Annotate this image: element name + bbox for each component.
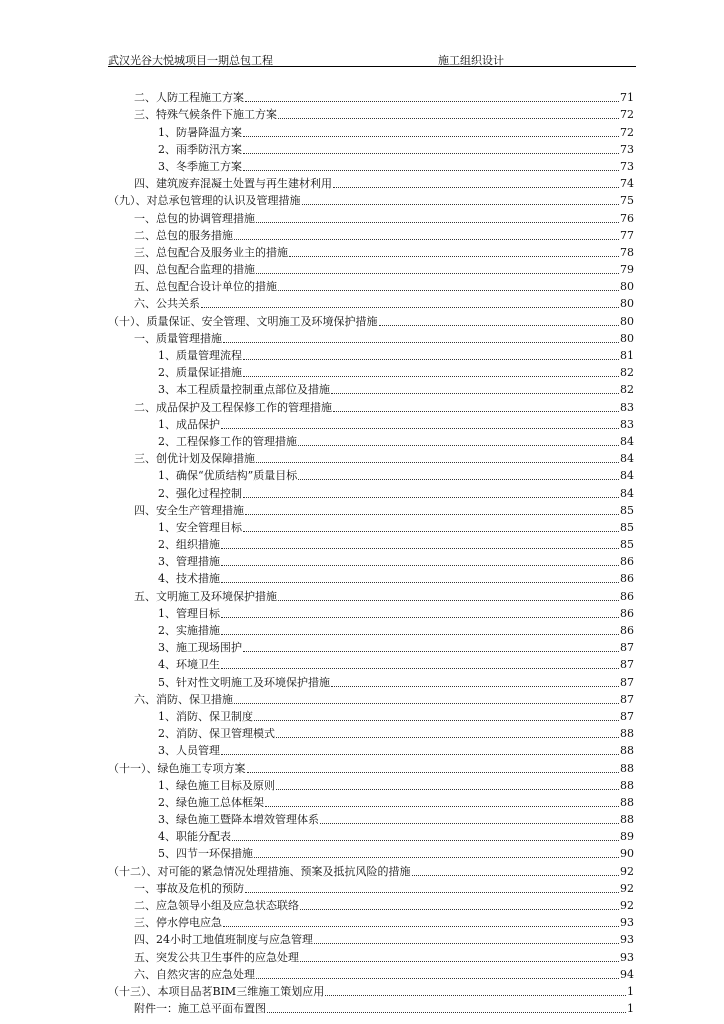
toc-entry[interactable] — [108, 277, 634, 294]
toc-entry-page: 86 — [620, 624, 634, 637]
toc-entry-title: 3、管理措施 — [158, 555, 220, 569]
toc-entry-title: 二、人防工程施工方案 — [134, 91, 244, 105]
toc-entry-page: 80 — [620, 297, 634, 311]
toc-entry-title: 1、绿色施工目标及原则 — [158, 778, 275, 792]
toc-entry[interactable] — [108, 569, 634, 586]
toc-dot-leader — [221, 753, 619, 755]
toc-dot-leader — [232, 839, 619, 841]
toc-entry[interactable] — [108, 105, 634, 122]
toc-entry[interactable] — [108, 913, 634, 930]
toc-entry-page: 73 — [620, 159, 634, 173]
toc-entry-title: 4、职能分配表 — [158, 830, 231, 844]
toc-entry-page: 86 — [620, 606, 634, 620]
toc-dot-leader — [247, 771, 620, 773]
project-name: 武汉光谷大悦城项目一期总包工程 — [108, 54, 273, 67]
toc-dot-leader — [234, 702, 619, 704]
toc-entry-page: 86 — [620, 555, 634, 569]
toc-entry-title: （十）、质量保证、安全管理、文明施工及环境保护措施 — [108, 314, 378, 328]
toc-dot-leader — [254, 719, 619, 721]
toc-entry-page: 93 — [620, 916, 634, 930]
toc-dot-leader — [265, 805, 619, 807]
toc-entry-title: 2、质量保证措施 — [158, 366, 242, 380]
toc-entry[interactable] — [108, 415, 634, 432]
toc-dot-leader — [331, 392, 619, 394]
toc-entry-page: 71 — [620, 91, 634, 105]
toc-dot-leader — [243, 358, 619, 360]
toc-entry-title: （十三）、本项目品茗BIM三维施工策划应用 — [108, 984, 325, 998]
toc-entry[interactable] — [108, 346, 634, 363]
toc-entry-page: 94 — [620, 967, 634, 981]
toc-entry[interactable] — [108, 741, 634, 758]
toc-dot-leader — [300, 960, 619, 962]
toc-dot-leader — [243, 375, 619, 377]
toc-entry-title: 三、停水停电应急 — [134, 916, 222, 930]
toc-dot-leader — [289, 255, 619, 257]
toc-dot-leader — [243, 169, 619, 171]
toc-dot-leader — [256, 221, 619, 223]
toc-entry-page: 77 — [620, 228, 634, 242]
toc-entry-title: 4、技术措施 — [158, 572, 220, 586]
toc-entry-title: 3、人员管理 — [158, 744, 220, 758]
toc-entry[interactable] — [108, 827, 634, 844]
toc-entry-page: 1 — [627, 984, 634, 998]
toc-entry[interactable] — [108, 483, 634, 500]
toc-entry-title: 二、总包的服务措施 — [134, 228, 233, 242]
toc-entry[interactable] — [108, 363, 634, 380]
toc-entry-title: 四、安全生产管理措施 — [134, 503, 244, 517]
toc-entry[interactable] — [108, 329, 634, 346]
toc-entry[interactable] — [108, 604, 634, 621]
toc-entry[interactable] — [108, 690, 634, 707]
toc-dot-leader — [331, 685, 619, 687]
toc-entry-page: 84 — [620, 469, 634, 483]
toc-dot-leader — [300, 908, 619, 910]
toc-entry-title: 2、雨季防汛方案 — [158, 142, 242, 156]
toc-entry-page: 85 — [620, 538, 634, 552]
toc-entry[interactable] — [108, 879, 634, 896]
toc-entry[interactable] — [108, 638, 634, 655]
toc-entry-page: 92 — [620, 881, 634, 895]
toc-entry-title: 二、成品保护及工程保修工作的管理措施 — [134, 400, 332, 414]
toc-dot-leader — [254, 856, 619, 858]
toc-entry-title: 1、管理目标 — [158, 606, 220, 620]
toc-entry-title: 五、文明施工及环境保护措施 — [134, 589, 277, 603]
toc-entry-page: 88 — [620, 727, 634, 741]
toc-entry[interactable] — [108, 174, 634, 191]
toc-entry[interactable] — [108, 260, 634, 277]
toc-entry[interactable] — [108, 586, 634, 603]
toc-entry[interactable] — [108, 311, 634, 328]
toc-dot-leader — [221, 427, 619, 429]
toc-entry-title: 二、应急领导小组及应急状态联络 — [134, 899, 299, 912]
toc-entry-page: 82 — [620, 383, 634, 397]
toc-entry-page: 83 — [620, 400, 634, 414]
toc-dot-leader — [314, 942, 619, 944]
toc-dot-leader — [243, 152, 619, 154]
toc-entry-page: 84 — [620, 452, 634, 466]
toc-dot-leader — [221, 667, 619, 669]
toc-entry-title: 2、消防、保卫管理模式 — [158, 727, 275, 741]
toc-dot-leader — [276, 788, 619, 790]
toc-entry-title: 附件一：施工总平面布置图 — [134, 1002, 266, 1016]
toc-entry[interactable] — [108, 535, 634, 552]
toc-entry-page: 81 — [620, 349, 634, 362]
toc-dot-leader — [278, 599, 619, 601]
toc-entry[interactable] — [108, 552, 634, 569]
toc-dot-leader — [221, 633, 619, 635]
toc-entry-page: 92 — [620, 864, 634, 878]
toc-dot-leader — [243, 496, 619, 498]
toc-entry[interactable] — [108, 157, 634, 174]
toc-entry[interactable] — [108, 776, 634, 793]
toc-entry[interactable] — [108, 965, 634, 982]
toc-entry[interactable] — [108, 844, 634, 861]
toc-entry-title: 四、总包配合监理的措施 — [134, 263, 255, 277]
toc-entry-title: 2、组织措施 — [158, 538, 220, 552]
toc-dot-leader — [221, 581, 619, 583]
toc-entry-title: （十二）、对可能的紧急情况处理措施、预案及抵抗风险的措施 — [108, 864, 411, 878]
toc-dot-leader — [333, 410, 619, 412]
toc-dot-leader — [302, 203, 620, 205]
toc-entry-title: 四、建筑废弃混凝土处置与再生建材利用 — [134, 177, 332, 191]
toc-dot-leader — [298, 478, 619, 480]
toc-entry-title: 5、四节一环保措施 — [158, 847, 253, 861]
toc-dot-leader — [412, 874, 620, 876]
toc-entry[interactable] — [108, 122, 634, 139]
toc-entry[interactable] — [108, 982, 634, 999]
toc-entry-page: 75 — [620, 194, 634, 208]
toc-entry[interactable] — [108, 930, 634, 947]
table-of-contents — [108, 88, 634, 1016]
toc-entry-page: 84 — [620, 434, 634, 448]
toc-entry-page: 72 — [620, 108, 634, 122]
toc-entry-title: （九）、对总承包管理的认识及管理措施 — [108, 194, 301, 208]
toc-entry-title: 1、确保“优质结构”质量目标 — [158, 469, 298, 483]
toc-entry[interactable] — [108, 432, 634, 449]
toc-entry-title: 2、工程保修工作的管理措施 — [158, 434, 297, 448]
toc-dot-leader — [201, 306, 619, 308]
toc-entry[interactable] — [108, 208, 634, 225]
toc-entry[interactable] — [108, 226, 634, 243]
toc-entry-page: 92 — [620, 899, 634, 912]
toc-entry-title: 4、环境卫生 — [158, 658, 220, 672]
toc-entry-page: 85 — [620, 520, 634, 534]
toc-dot-leader — [325, 994, 626, 996]
toc-entry[interactable] — [108, 724, 634, 741]
toc-entry-title: 3、施工现场围护 — [158, 641, 242, 655]
toc-entry-page: 86 — [620, 572, 634, 586]
toc-entry[interactable] — [108, 672, 634, 689]
toc-entry[interactable] — [108, 810, 634, 827]
toc-dot-leader — [245, 513, 619, 515]
toc-entry-page: 79 — [620, 263, 634, 277]
toc-entry-title: 1、成品保护 — [158, 417, 220, 431]
toc-dot-leader — [256, 461, 619, 463]
toc-entry-title: 3、冬季施工方案 — [158, 159, 242, 173]
toc-entry[interactable] — [108, 793, 634, 810]
toc-entry-page: 80 — [620, 331, 634, 345]
toc-dot-leader — [221, 564, 619, 566]
toc-entry-title: 五、总包配合设计单位的措施 — [134, 280, 277, 294]
toc-entry-page: 80 — [620, 314, 634, 328]
toc-entry[interactable] — [108, 861, 634, 878]
toc-entry-title: 三、总包配合及服务业主的措施 — [134, 245, 288, 259]
header-rule — [108, 66, 636, 67]
toc-dot-leader — [379, 324, 620, 326]
toc-dot-leader — [221, 616, 619, 618]
toc-entry-title: 1、质量管理流程 — [158, 349, 242, 362]
toc-dot-leader — [223, 925, 619, 927]
toc-entry-page: 93 — [620, 933, 634, 947]
toc-entry-page: 90 — [620, 847, 634, 861]
toc-entry-page: 88 — [620, 795, 634, 809]
toc-dot-leader — [243, 650, 619, 652]
toc-entry-page: 78 — [620, 245, 634, 259]
toc-entry-page: 88 — [620, 813, 634, 827]
toc-entry-page: 72 — [620, 125, 634, 139]
toc-dot-leader — [221, 547, 619, 549]
toc-entry[interactable] — [108, 621, 634, 638]
toc-entry-title: 六、公共关系 — [134, 297, 200, 311]
toc-dot-leader — [234, 238, 619, 240]
toc-dot-leader — [278, 117, 619, 119]
toc-entry-title: 六、自然灾害的应急处理 — [134, 967, 255, 981]
toc-entry-page: 87 — [620, 641, 634, 655]
toc-entry-title: 2、强化过程控制 — [158, 486, 242, 500]
toc-dot-leader — [298, 444, 619, 446]
toc-dot-leader — [245, 100, 619, 102]
toc-entry-page: 84 — [620, 486, 634, 500]
toc-entry-title: 一、质量管理措施 — [134, 331, 222, 345]
toc-entry[interactable] — [108, 294, 634, 311]
toc-entry-title: 六、消防、保卫措施 — [134, 692, 233, 706]
toc-dot-leader — [267, 1011, 626, 1013]
toc-entry[interactable] — [108, 758, 634, 775]
toc-entry[interactable] — [108, 947, 634, 964]
toc-entry-title: 3、绿色施工暨降本增效管理体系 — [158, 813, 319, 827]
toc-entry-page: 93 — [620, 950, 634, 964]
toc-entry-page: 73 — [620, 142, 634, 156]
toc-entry-page: 87 — [620, 658, 634, 672]
toc-dot-leader — [256, 272, 619, 274]
toc-entry[interactable] — [108, 518, 634, 535]
toc-dot-leader — [320, 822, 619, 824]
toc-entry-page: 82 — [620, 366, 634, 380]
toc-entry-title: 2、绿色施工总体框架 — [158, 795, 264, 809]
toc-dot-leader — [256, 977, 619, 979]
toc-entry-page: 86 — [620, 589, 634, 603]
toc-entry-page: 87 — [620, 675, 634, 689]
toc-entry-title: 1、消防、保卫制度 — [158, 709, 253, 723]
toc-entry-page: 88 — [620, 761, 634, 775]
document-title: 施工组织设计 — [438, 54, 504, 67]
toc-entry-title: 一、事故及危机的预防 — [134, 881, 244, 895]
toc-entry[interactable] — [108, 999, 634, 1016]
toc-entry-title: 2、实施措施 — [158, 624, 220, 637]
toc-entry-page: 85 — [620, 503, 634, 517]
toc-entry[interactable] — [108, 397, 634, 414]
toc-entry[interactable] — [108, 380, 634, 397]
toc-entry-title: 三、创优计划及保障措施 — [134, 452, 255, 466]
toc-entry-page: 87 — [620, 709, 634, 723]
toc-entry-title: 一、总包的协调管理措施 — [134, 211, 255, 225]
toc-entry-page: 74 — [620, 177, 634, 191]
toc-dot-leader — [245, 891, 619, 893]
toc-entry[interactable] — [108, 191, 634, 208]
toc-entry[interactable] — [108, 88, 634, 105]
toc-entry-title: 1、安全管理目标 — [158, 520, 242, 534]
toc-dot-leader — [333, 186, 619, 188]
toc-entry[interactable] — [108, 140, 634, 157]
toc-entry[interactable] — [108, 466, 634, 483]
toc-entry-page: 80 — [620, 280, 634, 294]
toc-dot-leader — [278, 289, 619, 291]
toc-entry-page: 76 — [620, 211, 634, 225]
toc-entry-page: 83 — [620, 417, 634, 431]
toc-entry-page: 87 — [620, 692, 634, 706]
toc-dot-leader — [243, 530, 619, 532]
toc-entry-title: （十一）、绿色施工专项方案 — [108, 761, 246, 775]
toc-entry[interactable] — [108, 655, 634, 672]
toc-dot-leader — [243, 135, 619, 137]
toc-entry-title: 5、针对性文明施工及环境保护措施 — [158, 675, 330, 689]
toc-entry-title: 三、特殊气候条件下施工方案 — [134, 108, 277, 122]
toc-entry[interactable] — [108, 896, 634, 913]
toc-entry-page: 89 — [620, 830, 634, 844]
toc-entry[interactable] — [108, 707, 634, 724]
toc-entry-title: 1、防暑降温方案 — [158, 125, 242, 139]
toc-entry[interactable] — [108, 501, 634, 518]
toc-entry-title: 四、24小时工地值班制度与应急管理 — [134, 933, 313, 947]
toc-entry[interactable] — [108, 449, 634, 466]
toc-entry-page: 88 — [620, 778, 634, 792]
toc-entry[interactable] — [108, 243, 634, 260]
toc-entry-page: 88 — [620, 744, 634, 758]
toc-entry-page: 1 — [627, 1002, 634, 1016]
toc-entry-title: 五、突发公共卫生事件的应急处理 — [134, 950, 299, 964]
toc-dot-leader — [276, 736, 619, 738]
toc-entry-title: 3、本工程质量控制重点部位及措施 — [158, 383, 330, 397]
toc-dot-leader — [223, 341, 619, 343]
